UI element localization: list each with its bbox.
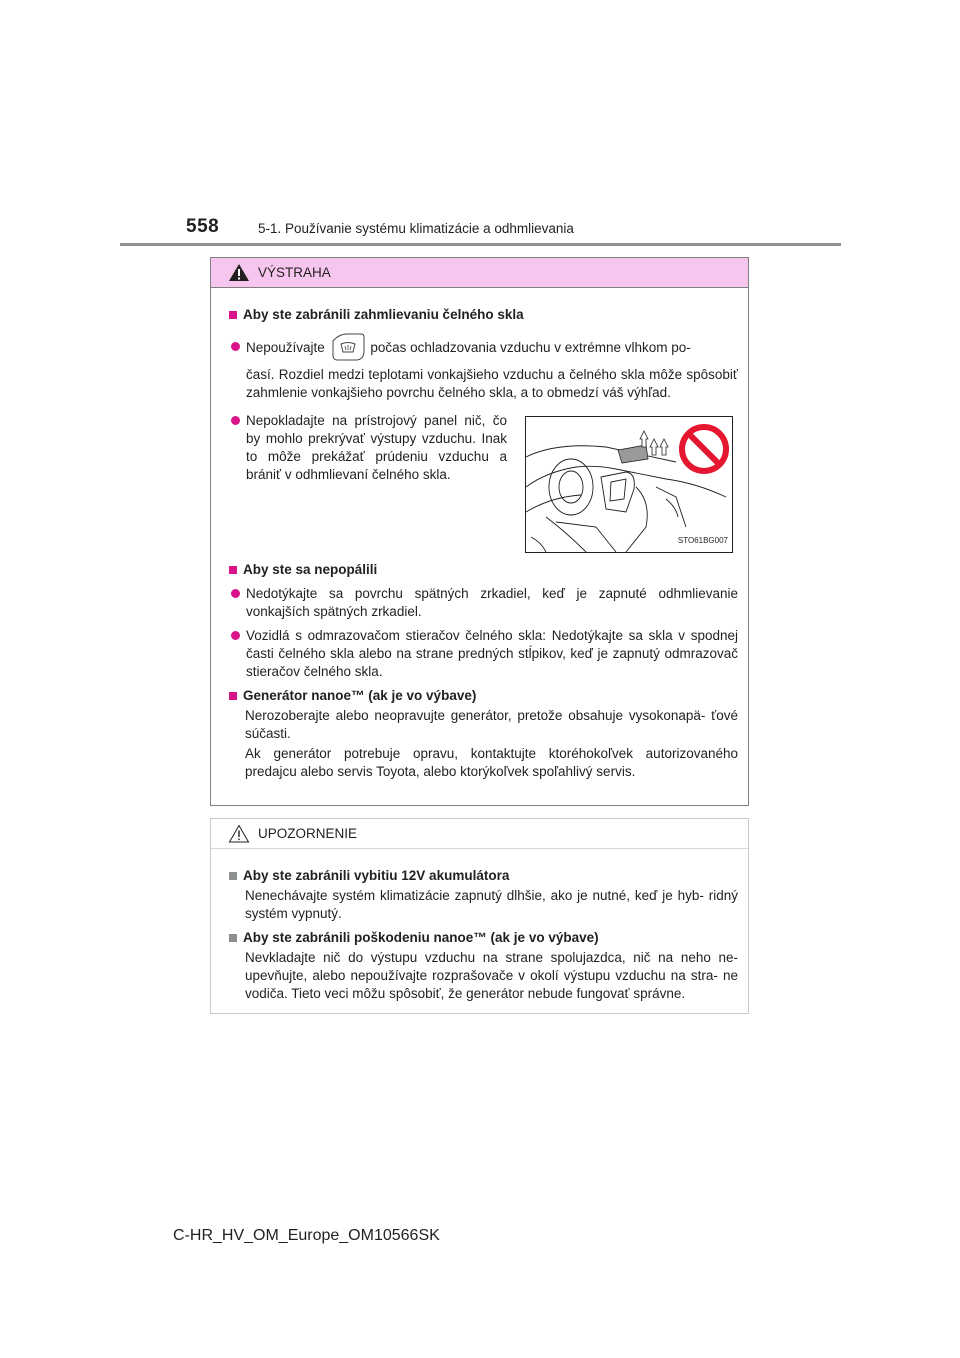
warning-header [211, 258, 748, 288]
header-rule [120, 243, 841, 246]
figure-code: STO61BG007 [677, 536, 728, 545]
warning-label: VÝSTRAHA [258, 265, 331, 280]
warning-triangle-icon [228, 263, 250, 282]
bullet-dot-icon [231, 631, 240, 640]
paragraph: Nevkladajte nič do výstupu vzduchu na strane spolujazdca, nič na neho ne- upevňujte, alebo nepoužívajte rozprašovače v okolí výstupu vzduchu na stra- ne vodiča. Tieto veci môžu spôsobiť, že generátor nebude fungovať správne. [245, 950, 738, 1001]
caution-header [211, 819, 748, 849]
prohibited-sign-icon [682, 427, 726, 471]
caution-heading-nanoe: Aby ste zabránili poškodeniu nanoe™ (ak je vo výbave) [229, 929, 738, 947]
section-square-icon [229, 311, 237, 319]
dashboard-illustration [525, 416, 733, 553]
caution-heading-battery: Aby ste zabránili vybitiu 12V akumulátora [229, 867, 738, 885]
caution-label: UPOZORNENIE [258, 826, 358, 841]
bullet-item: Nepoužívajte počas ochladzovania vzduchu v extrémne vlhkom po- časí. Rozdiel medzi teplotami vonkajšieho vzduchu a čelného skla môže spôsobiť zahmlenie vonkajšieho povrchu čelného skla, a to obmedzí váš výhľad. [229, 338, 738, 402]
bullet-item: Nedotýkajte sa povrchu spätných zrkadiel, keď je zapnuté odhmlievanie vonkajších spätných zrkadiel. [229, 585, 738, 621]
bullet-item: Vozidlá s odmrazovačom stieračov čelného skla: Nedotýkajte sa skla v spodnej časti čelného skla alebo na strane predných stĺpikov, keď je zapnutý odmrazovač stieračov čelného skla. [229, 627, 738, 681]
paragraph: Nerozoberajte alebo neopravujte generátor, pretože obsahuje vysokonapä- ťové súčasti. [245, 708, 738, 741]
bullet-dot-icon [231, 342, 240, 351]
section-square-icon [229, 934, 237, 942]
warning-heading-fog: Aby ste zabránili zahmlievaniu čelného skla [229, 306, 738, 324]
section-square-icon [229, 566, 237, 574]
section-square-icon [229, 692, 237, 700]
bullet-dot-icon [231, 589, 240, 598]
paragraph: Nenechávajte systém klimatizácie zapnutý dlhšie, ako je nutné, keď je hyb- ridný systém vypnutý. [245, 888, 738, 921]
bullet-item: Nepokladajte na prístrojový panel nič, čo by mohlo prekrývať výstupy vzduchu. Inak to môže prekážať prúdeniu vzduchu a brániť v odhmlievaní čelného skla. [229, 412, 507, 553]
warning-heading-nanoe: Generátor nanoe™ (ak je vo výbave) [229, 687, 738, 705]
paragraph: Ak generátor potrebuje opravu, kontaktujte ktoréhokoľvek autorizovaného predajcu alebo servis Toyota, alebo ktorýkoľvek spoľahlivý servis. [245, 746, 738, 779]
section-title: 5-1. Používanie systému klimatizácie a odhmlievania [258, 221, 574, 236]
page-number: 558 [186, 216, 220, 237]
caution-triangle-icon [228, 824, 250, 843]
bullet-dot-icon [231, 416, 240, 425]
warning-heading-burn: Aby ste sa nepopálili [229, 561, 738, 579]
document-code: C-HR_HV_OM_Europe_OM10566SK [173, 1227, 440, 1244]
section-square-icon [229, 872, 237, 880]
caution-box [210, 818, 749, 1014]
windshield-defogger-button-icon [331, 333, 365, 361]
warning-box [210, 257, 749, 806]
